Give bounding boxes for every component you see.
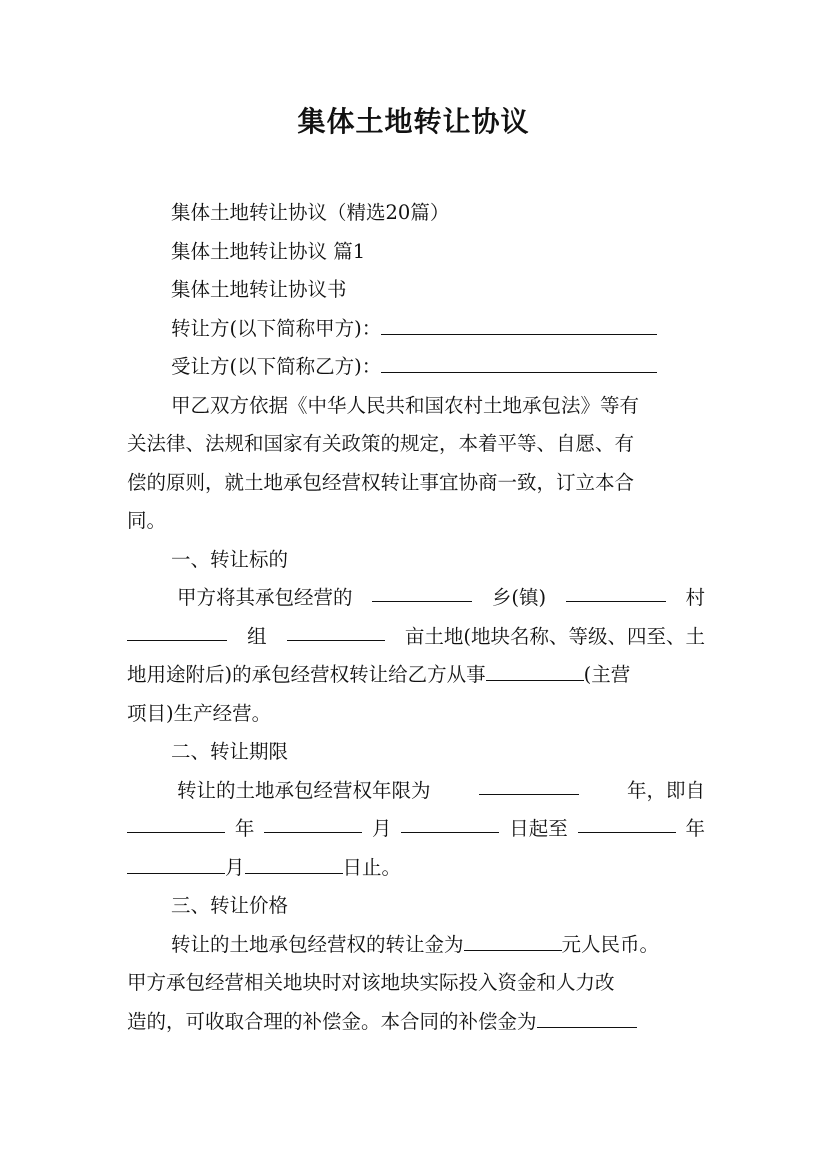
clause-text: 年 <box>234 817 255 840</box>
transferor-blank <box>381 312 657 335</box>
clause-text: 造的，可收取合理的补偿金。本合同的补偿金为 <box>127 1009 537 1033</box>
transferor-line <box>127 310 705 349</box>
paragraph-line: 关法律、法规和国家有关政策的规定，本着平等、自愿、有 <box>127 432 635 455</box>
clause-text: 年 <box>685 817 705 840</box>
clause-text: 月 <box>225 855 245 879</box>
paragraph-line: 甲乙双方依据《中华人民共和国农村土地承包法》等有 <box>171 393 640 417</box>
document-title: 集体土地转让协议 <box>297 105 530 138</box>
start-year-blank <box>127 810 225 833</box>
clause-text: 地用途附后)的承包经营权转让给乙方从事 <box>127 663 486 686</box>
clause-line: 甲方承包经营相关地块时对该地块实际投入资金和人力改 <box>127 971 615 994</box>
transferor-label: 转让方(以下简称甲方)： <box>171 316 382 340</box>
paragraph-line: 偿的原则，就土地承包经营权转让事宜协商一致，订立本合 <box>127 470 635 494</box>
clause-line <box>127 926 705 965</box>
clause-text: 组 <box>247 624 267 648</box>
clause-line <box>127 579 705 618</box>
clause-line <box>127 618 705 657</box>
clause-text: 亩土地(地块名称、等级、四至、土 <box>404 624 705 648</box>
chapter-line: 集体土地转让协议 篇1 <box>171 239 366 263</box>
subtitle-line: 集体土地转让协议（精选20篇） <box>171 201 450 224</box>
start-day-blank <box>401 810 499 833</box>
transferee-line <box>127 348 705 387</box>
clause-text: 村 <box>685 586 705 609</box>
clause-text: 乡(镇) <box>491 586 547 609</box>
transferee-label: 受让方(以下简称乙方)： <box>171 355 382 378</box>
agreement-name-line: 集体土地转让协议书 <box>171 278 347 301</box>
clause-line <box>127 1003 705 1042</box>
section-heading: 三、转让价格 <box>171 894 289 917</box>
term-years-blank <box>479 772 579 795</box>
transferee-blank <box>381 350 657 373</box>
clause-line <box>127 849 705 888</box>
clause-line <box>127 810 705 849</box>
section-heading: 一、转让标的 <box>171 547 289 571</box>
township-blank <box>372 579 472 602</box>
business-blank <box>486 658 584 681</box>
paragraph-line: 同。 <box>127 509 167 532</box>
compensation-blank <box>537 1005 637 1028</box>
area-blank <box>287 618 385 641</box>
price-blank <box>464 928 562 951</box>
start-month-blank <box>264 810 362 833</box>
document-body <box>127 194 705 1041</box>
clause-text: 日起至 <box>509 817 568 840</box>
clause-text: (主营 <box>583 663 631 686</box>
end-month-blank <box>127 851 225 874</box>
village-blank <box>566 579 666 602</box>
end-day-blank <box>245 851 343 874</box>
clause-text: 日止。 <box>342 855 402 879</box>
clause-text: 年，即自 <box>626 778 705 802</box>
clause-line <box>127 656 705 695</box>
clause-text: 月 <box>372 817 392 840</box>
clause-line <box>127 772 705 811</box>
clause-line: 项目)生产经营。 <box>127 701 272 725</box>
clause-text: 元人民币。 <box>561 932 660 956</box>
clause-text: 转让的土地承包经营权的转让金为 <box>171 932 464 956</box>
section-heading: 二、转让期限 <box>171 740 289 763</box>
end-year-blank <box>578 810 676 833</box>
group-blank <box>127 618 227 641</box>
clause-text: 甲方将其承包经营的 <box>177 586 353 609</box>
clause-text: 转让的土地承包经营权年限为 <box>177 778 431 802</box>
